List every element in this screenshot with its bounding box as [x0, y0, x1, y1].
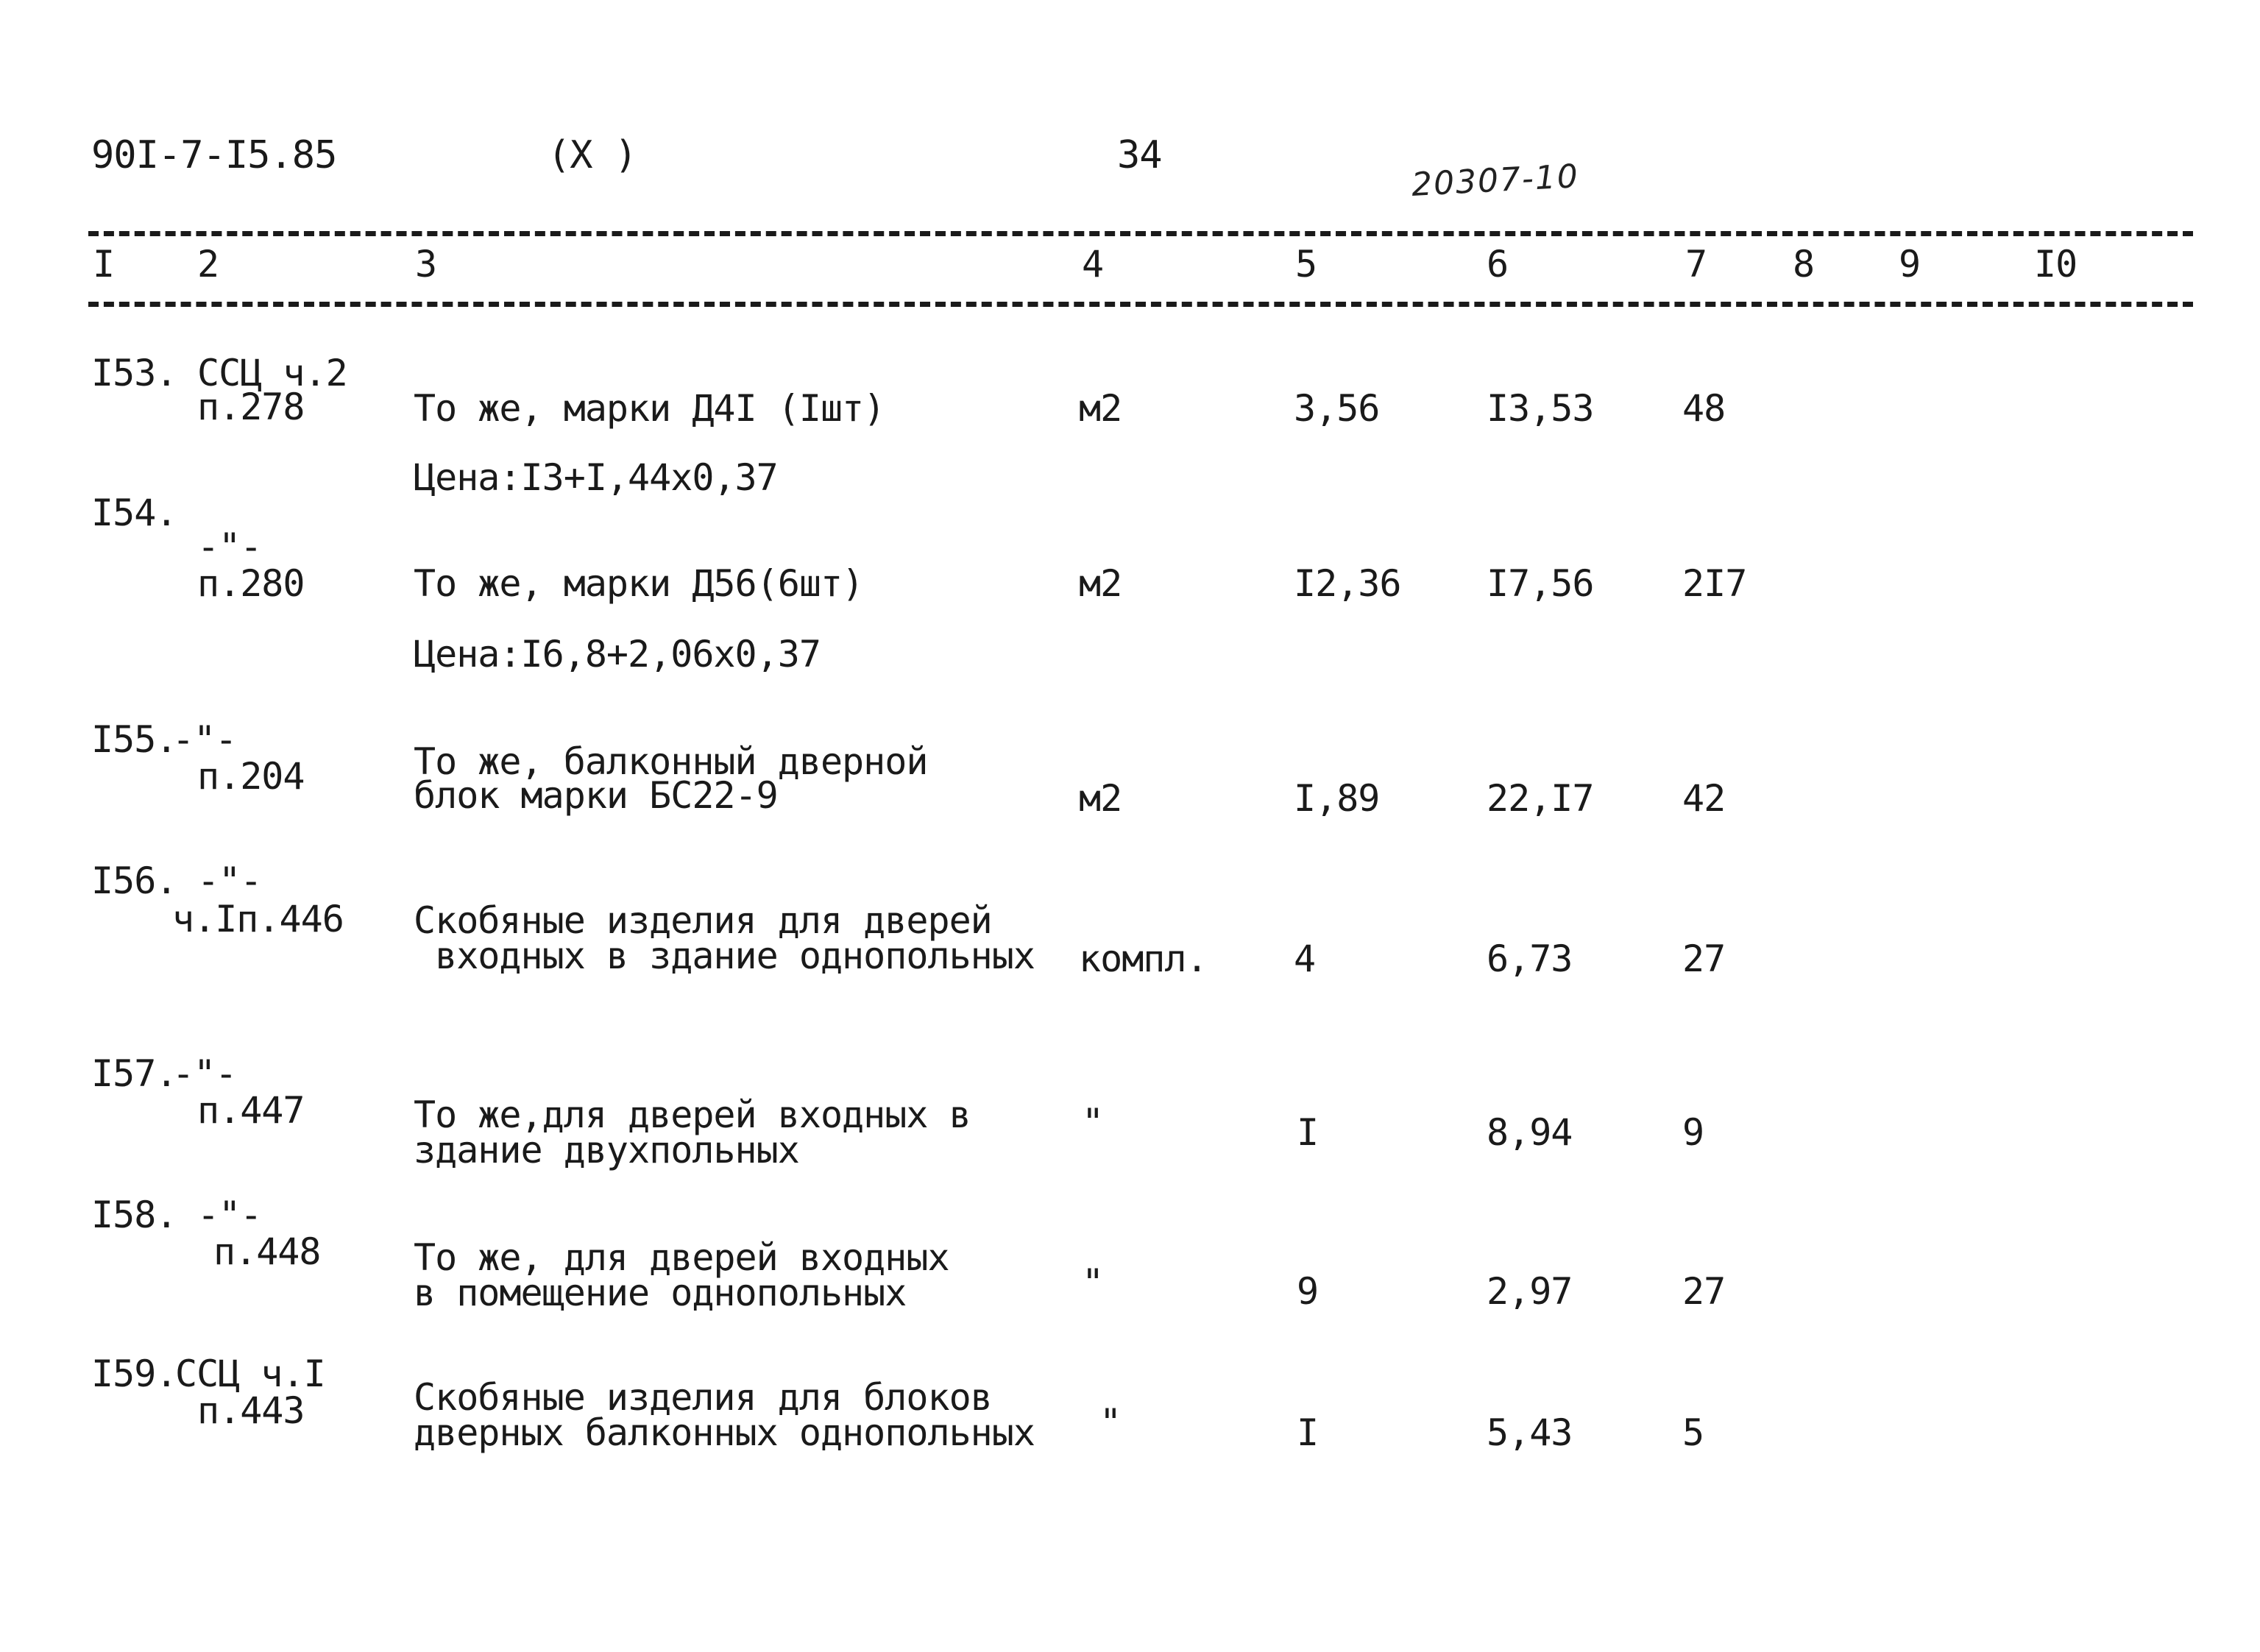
row-158-unit: " [1082, 1261, 1104, 1304]
row-156-price: 6,73 [1487, 937, 1573, 980]
col-header-5: 5 [1295, 243, 1317, 286]
row-156-unit: компл. [1079, 937, 1208, 980]
col-header-8: 8 [1793, 243, 1815, 286]
col-header-6: 6 [1487, 243, 1509, 286]
row-156-ref-item: ч.Iп.446 [172, 898, 344, 940]
row-154-number: I54. [91, 492, 177, 534]
row-159-total: 5 [1682, 1411, 1704, 1454]
row-157-price: 8,94 [1487, 1111, 1573, 1154]
row-157-desc-line2: здание двухпольных [414, 1129, 799, 1171]
row-155-total: 42 [1682, 777, 1726, 820]
row-157-ref-item: п.447 [197, 1089, 305, 1132]
row-155-ref-item: п.204 [197, 755, 305, 798]
row-157-total: 9 [1682, 1111, 1704, 1154]
row-155-qty: I,89 [1294, 777, 1380, 820]
doc-number: 90I-7-I5.85 [91, 133, 337, 177]
row-153-price-note: Цена:I3+I,44x0,37 [414, 456, 778, 499]
row-159-ref-item: п.443 [197, 1389, 305, 1432]
row-156-desc-line2: входных в здание однопольных [414, 935, 1035, 977]
header-top-rule [88, 231, 2193, 236]
row-158-ref: -"- [197, 1194, 262, 1236]
row-154-price: I7,56 [1487, 562, 1594, 605]
row-159-qty: I [1297, 1411, 1319, 1454]
row-159-desc-line1: Скобяные изделия для блоков [414, 1376, 992, 1419]
row-158-desc-line1: То же, для дверей входных [414, 1236, 949, 1279]
col-header-9: 9 [1899, 243, 1921, 286]
col-header-2: 2 [197, 243, 219, 286]
row-155-unit: м2 [1079, 777, 1122, 820]
row-159-unit: " [1099, 1401, 1122, 1444]
row-156-qty: 4 [1294, 937, 1316, 980]
row-158-ref-item: п.448 [213, 1230, 321, 1273]
row-155-desc-line1: То же, балконный дверной [414, 740, 928, 783]
header-bottom-rule [88, 302, 2193, 307]
col-header-1: I [93, 243, 115, 286]
row-153-desc: То же, марки Д4I (Iшт) [414, 387, 885, 430]
row-155-desc-line2: блок марки БС22-9 [414, 774, 778, 817]
row-156-desc-line1: Скобяные изделия для дверей [414, 899, 992, 942]
row-159-ref: ССЦ ч.I [175, 1353, 325, 1395]
row-156-total: 27 [1682, 937, 1726, 980]
row-156-ref: -"- [197, 859, 262, 902]
section-label: (X ) [548, 133, 637, 177]
row-154-unit: м2 [1079, 562, 1122, 605]
row-158-price: 2,97 [1487, 1270, 1573, 1313]
row-153-ref: ССЦ ч.2 [197, 352, 347, 394]
row-158-total: 27 [1682, 1270, 1726, 1313]
row-158-number: I58. [91, 1194, 177, 1236]
row-157-number: I57. [91, 1052, 177, 1095]
row-154-ref: -"- [197, 525, 262, 568]
row-157-qty: I [1297, 1111, 1319, 1154]
row-158-desc-line2: в помещение однопольных [414, 1272, 907, 1314]
row-157-desc-line1: То же,для дверей входных в [414, 1093, 971, 1136]
row-154-qty: I2,36 [1294, 562, 1401, 605]
row-154-total: 2I7 [1682, 562, 1747, 605]
row-155-price: 22,I7 [1487, 777, 1594, 820]
row-154-ref-item: п.280 [197, 562, 305, 605]
col-header-3: 3 [415, 243, 437, 286]
row-153-total: 48 [1682, 387, 1726, 430]
row-153-number: I53. [91, 352, 177, 394]
row-154-desc: То же, марки Д56(6шт) [414, 562, 864, 605]
row-159-number: I59. [91, 1353, 177, 1395]
row-157-unit: " [1082, 1101, 1104, 1144]
row-153-price: I3,53 [1487, 387, 1594, 430]
col-header-4: 4 [1082, 243, 1104, 286]
col-header-7: 7 [1685, 243, 1707, 286]
row-159-price: 5,43 [1487, 1411, 1573, 1454]
row-159-desc-line2: дверных балконных однопольных [414, 1411, 1035, 1454]
row-158-qty: 9 [1297, 1270, 1319, 1313]
row-155-number: I55. [91, 718, 177, 761]
page-number: 34 [1117, 133, 1162, 177]
row-153-unit: м2 [1079, 387, 1122, 430]
col-header-10: I0 [2034, 243, 2077, 286]
row-154-price-note: Цена:I6,8+2,06x0,37 [414, 633, 821, 676]
row-153-qty: 3,56 [1294, 387, 1380, 430]
row-153-ref-item: п.278 [197, 386, 305, 428]
row-156-number: I56. [91, 859, 177, 902]
handwritten-stamp: 20307-10 [1410, 157, 1581, 204]
row-155-ref: -"- [172, 718, 237, 761]
row-157-ref: -"- [172, 1052, 237, 1095]
